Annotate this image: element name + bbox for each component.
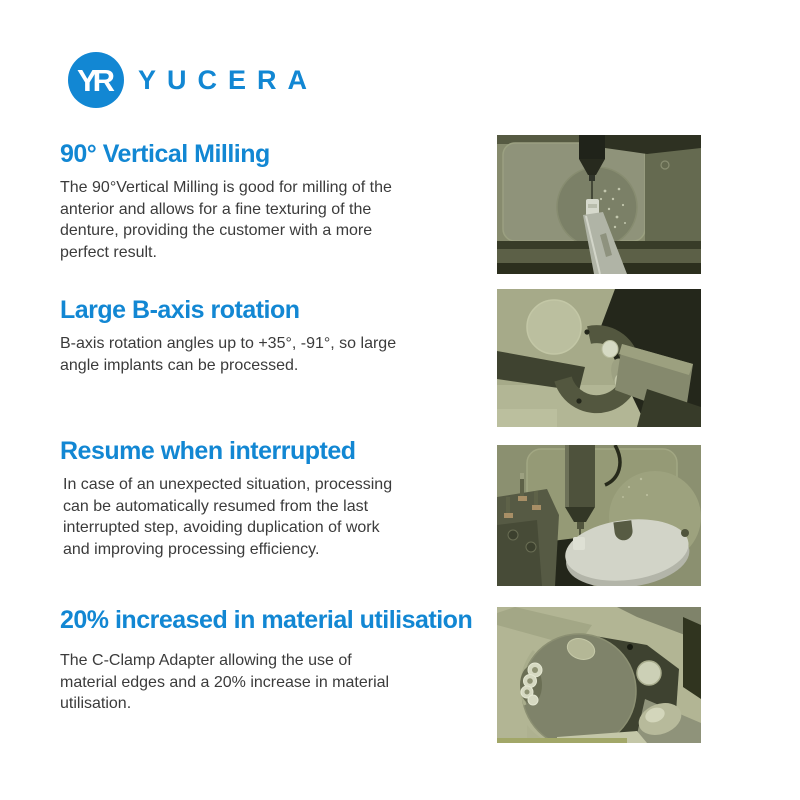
c-clamp-adapter-photo <box>497 607 701 743</box>
section-body: The C-Clamp Adapter allowing the use of material edges and a 20% increase in material utilisation. <box>60 652 390 712</box>
section-heading: 20% increased in material utilisation <box>60 606 473 634</box>
logo-monogram: YR <box>76 62 111 98</box>
section-heading: 90° Vertical Milling <box>60 140 270 168</box>
vertical-milling-photo-image <box>497 135 701 274</box>
section-body: In case of an unexpected situation, processing can be automatically resumed from the last interrupted step, avoiding duplication of work and improving processing efficiency. <box>63 476 393 558</box>
yucera-logo-icon <box>68 52 124 108</box>
section-vertical-milling <box>60 140 407 263</box>
c-clamp-adapter-photo-image <box>497 607 701 743</box>
resume-interrupted-photo <box>497 445 701 586</box>
vertical-milling-photo <box>497 135 701 274</box>
section-body: The 90°Vertical Milling is good for milling of the anterior and allows for a fine texturing of the denture, providing the customer with a more perfect result. <box>60 179 392 261</box>
section-b-axis-rotation <box>60 296 407 376</box>
b-axis-rotation-photo <box>497 289 701 427</box>
section-body: B-axis rotation angles up to +35°, -91°, so large angle implants can be processed. <box>60 335 397 374</box>
brand-logo <box>68 52 318 108</box>
resume-interrupted-photo-image <box>497 445 701 586</box>
brand-wordmark: YUCERA <box>138 64 319 95</box>
b-axis-rotation-photo-image <box>497 289 701 427</box>
section-heading: Large B-axis rotation <box>60 296 300 324</box>
section-material-utilisation <box>60 606 472 715</box>
section-resume-interrupted <box>60 437 395 560</box>
section-heading: Resume when interrupted <box>60 437 356 465</box>
